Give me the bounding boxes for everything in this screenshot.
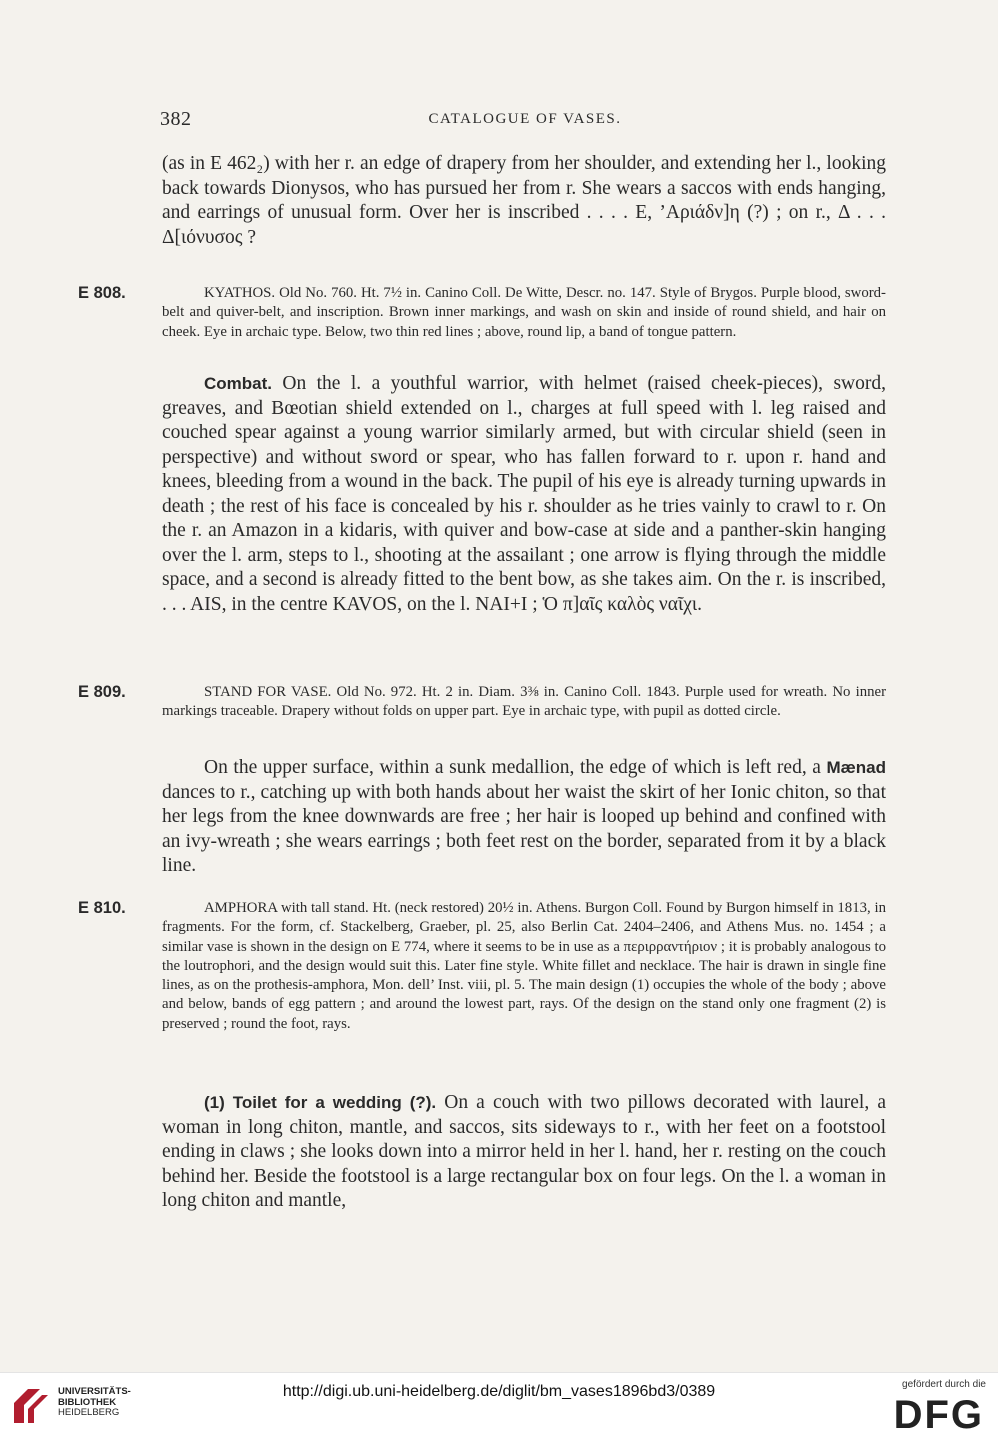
page-header	[160, 108, 890, 134]
body-text-e810: On a couch with two pillows decorated with laurel, a woman in long chiton, mantle, and saccos, sits sideways to r., with her feet on a footstool ending in claws ; she looks down into a mirror held in her l. hand, her r. resting on the couch behind her. Beside the footstool is a large rectangular box on four legs. On the l. a woman in long chiton and mantle,	[162, 1092, 886, 1211]
keyword-toilet-wedding: (1) Toilet for a wedding (?).	[204, 1093, 437, 1112]
dfg-logo: DFG	[893, 1393, 984, 1437]
keyword-combat: Combat.	[204, 374, 272, 393]
body-text-e809-b: dances to r., catching up with both hands about her waist the skirt of her Ionic chiton, so that her legs from the knee downwards are free ; her hair is looped up behind and confined with an ivy-wreath ; she wears earrings ; both feet rest on the border, separated from it by a black line.	[162, 781, 886, 876]
entry-body-e809	[162, 756, 886, 879]
body-text-e808: On the l. a youthful warrior, with helmet (raised cheek-pieces), sword, greaves, and Bœotian shield extended on l., charges at full speed with l. leg raised and couched spear against a young warrior similarly armed, but with circular shield (seen in perspective) and without sword or spear, who has fallen forward to r. upon r. hand and knees, bleeding from a wound in the back. The pupil of his eye is already turning upwards in death ; the rest of his face is concealed by his r. shoulder as he tries vainly to crawl to r. On the r. an Amazon in a kidaris, with quiver and bow-case at side and a panther-skin hanging over the l. arm, steps to l., shooting at the assailant ; one arrow is flying through the middle space, and a second is already fitted to the bent bow, as she takes aim. On the r. is inscribed, . . . AIS, in the centre KAVOS, on the l. NAI+I ; Ὁ π]αῖς καλὸς ναῖχι.	[162, 373, 886, 615]
continuation-paragraph: (as in E 462₂) with her r. an edge of drapery from her shoulder, and extending her l., looking back towards Dionysos, who has pursued her from r. She wears a saccos with ends hanging, and earrings of unusual form. Over her is inscribed . . . . E, ’Αριάδν]η (?) ; on r., Δ . . . Δ[ιόνυσος ?	[162, 153, 886, 248]
entry-description-e808: KYATHOS. Old No. 760. Ht. 7½ in. Canino Coll. De Witte, Descr. no. 147. Style of Brygos. Purple blood, sword-belt and quiver-belt, and inscription. Brown inner markings, and wash on skin and inside of round shield, and hair on cheek. Eye in archaic type. Below, two thin red lines ; above, round lip, a band of tongue pattern.	[162, 285, 886, 340]
digital-copy-url[interactable]: http://digi.ub.uni-heidelberg.de/diglit/bm_vases1896bd3/0389	[282, 1383, 716, 1400]
library-name: UNIVERSITÄTS- BIBLIOTHEK HEIDELBERG	[58, 1386, 131, 1418]
entry-description-e810: AMPHORA with tall stand. Ht. (neck restored) 20½ in. Athens. Burgon Coll. Found by Burgon himself in 1813, in fragments. For the form, cf. Stackelberg, Graeber, pl. 25, also Berlin Cat. 2404–2406, and Athens Mus. no. 1454 ; a similar vase is shown in the design on E 774, where it seems to be in use as a περιρραντήριον ; it is probably analogous to the loutrophori, and the design would suit this. Later fine style. White fillet and necklace. The hair is drawn in single fine lines, as on the prothesis-amphora, Mon. dell’ Inst. viii, pl. 5. The main design (1) occupies the whole of the body ; above and below, bands of egg pattern ; and around the lowest part, rays. Of the design on the stand only one fragment (2) is preserved ; round the foot, rays.	[162, 900, 886, 1032]
entry-number-e808: E 808.	[78, 284, 126, 302]
keyword-maenad: Mænad	[826, 758, 886, 777]
entry-number-e810: E 810.	[78, 899, 126, 917]
entry-body-e808	[162, 372, 886, 617]
entry-body-e810	[162, 1091, 886, 1214]
entry-number-e809: E 809.	[78, 683, 126, 701]
running-title: CATALOGUE OF VASES.	[428, 111, 622, 127]
entry-description-e809: STAND FOR VASE. Old No. 972. Ht. 2 in. Diam. 3⅜ in. Canino Coll. 1843. Purple used for wreath. No inner markings traceable. Drapery without folds on upper part. Eye in archaic type, with pupil as dotted circle.	[162, 684, 886, 720]
page-number: 382	[160, 108, 192, 130]
digitization-footer	[0, 1372, 998, 1441]
body-text-e809-a: On the upper surface, within a sunk medallion, the edge of which is left red, a	[204, 757, 827, 778]
funding-label: gefördert durch die	[902, 1379, 986, 1390]
